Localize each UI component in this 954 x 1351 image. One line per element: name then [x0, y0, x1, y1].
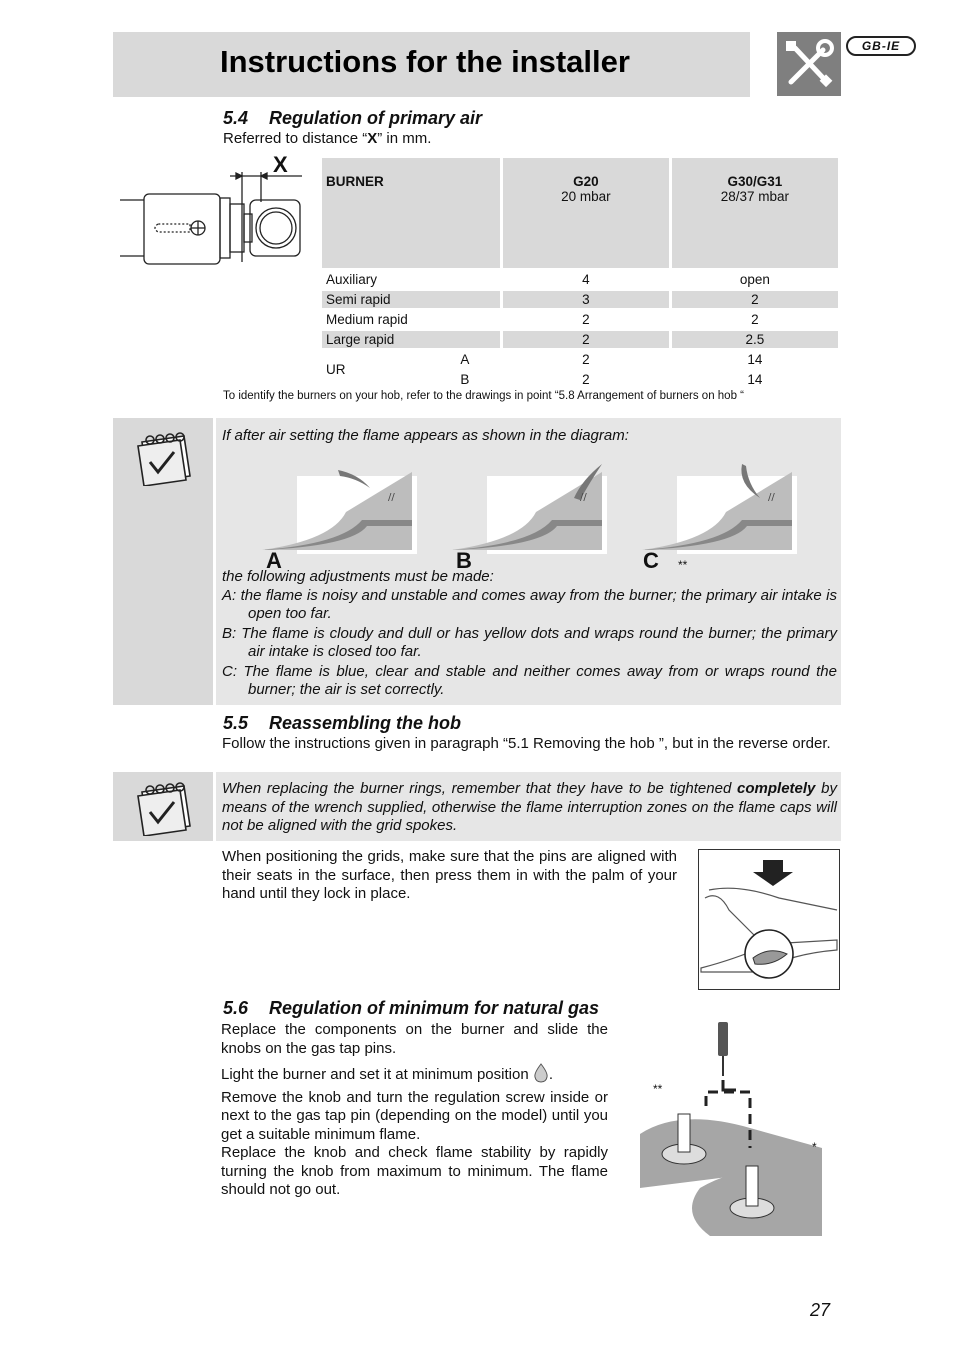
notepad-check-icon: [134, 778, 196, 836]
flame-diagram-b: [452, 462, 612, 557]
header-burner: BURNER: [322, 158, 500, 268]
table-header-row: [322, 158, 838, 268]
adjustment-a: A: the flame is noisy and unstable and comes away from the burner; the primary air intake is open too far.: [222, 586, 837, 622]
header-bar: [113, 32, 750, 97]
table-row: B 2 14: [460, 372, 763, 387]
header-g30: G30/G31 28/37 mbar: [672, 158, 838, 268]
flame-diagram-c: [642, 462, 802, 557]
referred-pre: Referred to distance “: [223, 130, 368, 147]
section-title-text: Reassembling the hob: [269, 713, 462, 733]
gas-tap-regulation-illustration: [640, 1018, 822, 1238]
section-number: 5.6: [223, 998, 249, 1018]
referred-post: ” in mm.: [377, 130, 432, 147]
primary-air-table: [319, 155, 841, 391]
section-number: 5.5: [223, 713, 249, 733]
section-title-text: Regulation of primary air: [269, 108, 483, 128]
flame-intro: If after air setting the flame appears as shown in the diagram:: [222, 427, 629, 444]
referred-x: X: [367, 130, 378, 147]
table-row: Semi rapid 3 2: [322, 291, 838, 308]
section-title-text: Regulation of minimum for natural gas: [269, 998, 600, 1018]
country-badge: GB-IE: [846, 36, 916, 56]
reassembly-text: Follow the instructions given in paragraph “5.1 Removing the hob ”, but in the reverse order.: [222, 735, 831, 752]
section-title: [223, 108, 482, 129]
svg-text://: //: [580, 492, 587, 503]
footnote-mark: **: [653, 1082, 663, 1096]
section-number: 5.4: [223, 108, 249, 128]
flame-diagram-a: [262, 462, 422, 557]
paragraph: Remove the knob and turn the regulation screw inside or next to the gas tap pin (depending on the model) until you get a suitable minimum flame.: [221, 1088, 608, 1143]
page-number: 27: [810, 1300, 831, 1320]
flame-label-b: B: [456, 548, 472, 573]
tools-icon: [777, 32, 841, 96]
page-title: Instructions for the installer: [220, 44, 630, 79]
distance-x-label: X: [273, 152, 288, 177]
table-row: Auxiliary 4 open: [322, 271, 838, 288]
injector-diagram: [118, 152, 318, 272]
flame-label-c: C: [643, 548, 659, 573]
notepad-check-icon: [134, 428, 196, 486]
footnote-mark: *: [812, 1140, 817, 1154]
table-row: Medium rapid 2 2: [326, 312, 759, 327]
adjustment-c: C: The flame is blue, clear and stable and neither comes away from or wraps round the burner; the air is set correctly.: [222, 662, 837, 698]
adjustments-lead: the following adjustments must be made:: [222, 568, 494, 585]
grid-pin-illustration: [698, 849, 840, 990]
adjustment-b: B: The flame is cloudy and dull or has yellow dots and wraps round the burner; the primary air intake is closed too far.: [222, 624, 837, 660]
emphasis-completely: completely: [737, 780, 816, 797]
section-title: [223, 713, 461, 734]
grids-text: When positioning the grids, make sure that the pins are aligned with their seats in the surface, then press them in with the palm of your hand until they lock in place.: [222, 848, 677, 902]
adjustments-text: [222, 568, 837, 700]
minimum-regulation-text: [221, 1021, 608, 1200]
burner-ring-note: When replacing the burner rings, remember that they have to be tightened completely by means of the wrench supplied, otherwise the flame interruption zones on the flame caps will not be aligned with the grid spokes.: [222, 780, 837, 834]
flame-stars: **: [678, 558, 688, 572]
paragraph: Light the burner and set it at minimum position .: [221, 1063, 608, 1089]
paragraph: Replace the components on the burner and slide the knobs on the gas tap pins.: [221, 1021, 608, 1057]
minimum-flame-icon: [533, 1063, 549, 1089]
svg-text://: //: [388, 492, 395, 503]
table-row: Large rapid 2 2.5: [322, 331, 838, 348]
referred-text: [223, 130, 431, 149]
svg-text://: //: [768, 492, 775, 503]
paragraph: Replace the knob and check flame stability by rapidly turning the knob from maximum to minimum. The flame should not go out.: [221, 1144, 608, 1198]
table-row: UR A 2 14: [322, 351, 838, 368]
table-footnote: To identify the burners on your hob, refer to the drawings in point “5.8 Arrangement of burners on hob “: [223, 390, 744, 402]
section-title: [223, 998, 599, 1019]
flame-label-a: A: [266, 548, 282, 573]
header-g20: G20 20 mbar: [503, 158, 669, 268]
